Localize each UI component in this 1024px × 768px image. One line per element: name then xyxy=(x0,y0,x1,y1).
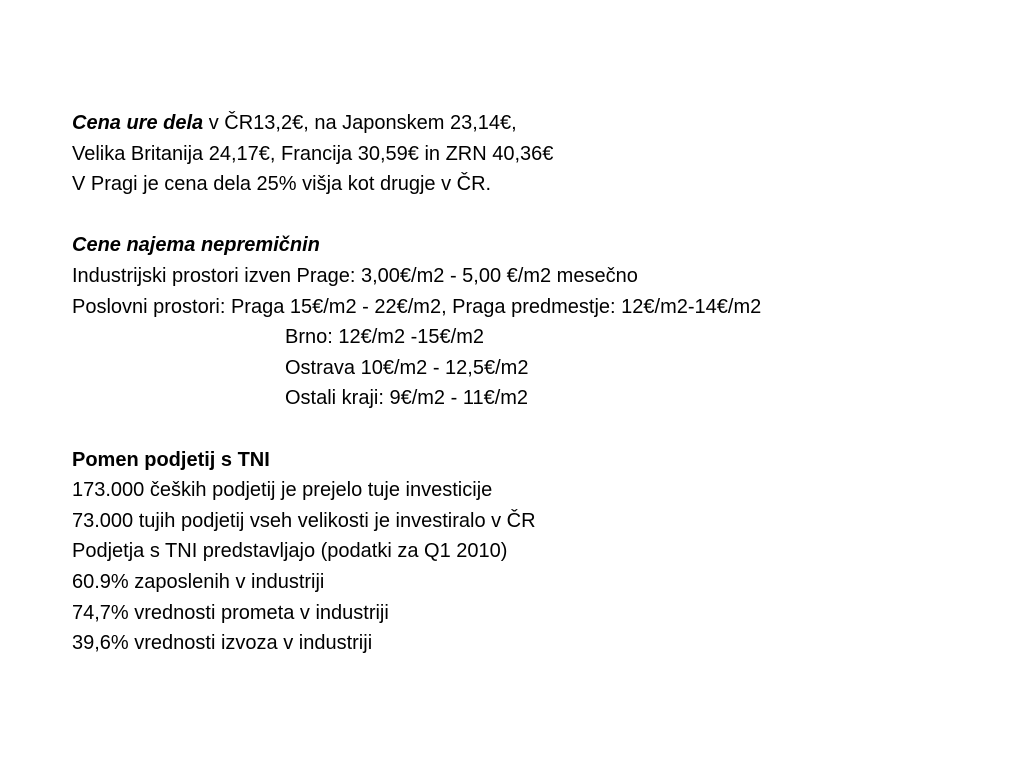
fdi-item: 60.9% zaposlenih v industriji xyxy=(72,570,325,593)
fdi-item: 39,6% vrednosti izvoza v industriji xyxy=(72,632,373,655)
labor-cost-line-1-text: v ČR13,2€, na Japonskem 23,14€, xyxy=(203,112,517,134)
rent-ostrava: Ostrava 10€/m2 - 12,5€/m2 xyxy=(285,356,529,379)
rent-brno: Brno: 12€/m2 -15€/m2 xyxy=(285,326,484,349)
rent-other: Ostali kraji: 9€/m2 - 11€/m2 xyxy=(285,387,529,410)
fdi-item: Podjetja s TNI predstavljajo (podatki za Q1 2010) xyxy=(72,540,508,563)
labor-cost-line-1 xyxy=(72,108,1002,139)
fdi-item: 173.000 čeških podjetij je prejelo tuje investicije xyxy=(72,479,493,502)
spacer xyxy=(72,414,1002,445)
labor-cost-line-3: V Pragi je cena dela 25% višja kot drugje v ČR. xyxy=(72,173,492,196)
fdi-item: 74,7% vrednosti prometa v industriji xyxy=(72,601,389,624)
fdi-item: 73.000 tujih podjetij vseh velikosti je investiralo v ČR xyxy=(72,509,536,532)
labor-cost-line-2: Velika Britanija 24,17€, Francija 30,59€ in ZRN 40,36€ xyxy=(72,142,554,165)
labor-cost-heading: Cena ure dela xyxy=(72,112,204,134)
spacer xyxy=(72,200,1002,231)
fdi-heading: Pomen podjetij s TNI xyxy=(72,448,270,471)
rent-office: Poslovni prostori: Praga 15€/m2 - 22€/m2, Praga predmestje: 12€/m2-14€/m2 xyxy=(72,295,762,318)
rent-industrial: Industrijski prostori izven Prage: 3,00€/m2 - 5,00 €/m2 mesečno xyxy=(72,264,638,287)
slide-content xyxy=(72,108,1002,659)
rent-heading: Cene najema nepremičnin xyxy=(72,234,320,257)
